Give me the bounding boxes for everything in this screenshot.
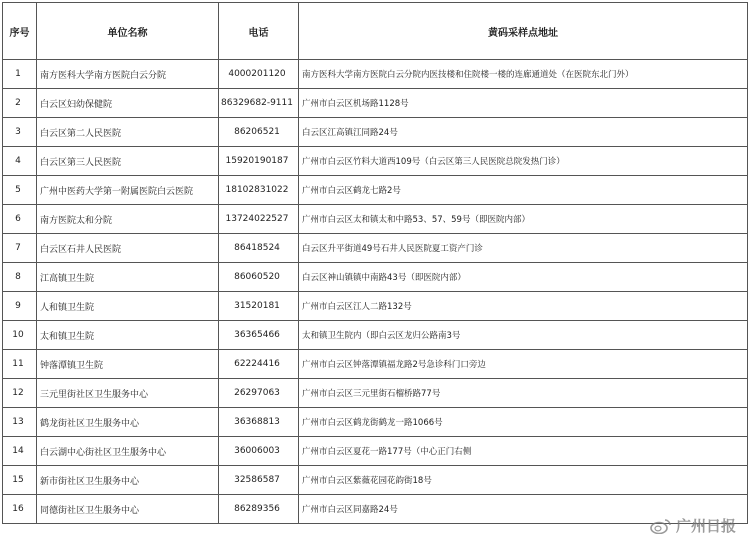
table-row [3,292,748,321]
row-address: 白云区升平街道49号石井人民医院夏工资产门诊 [299,234,748,263]
row-num: 6 [3,205,37,234]
row-num: 16 [3,495,37,524]
table-row [3,60,748,89]
table-row [3,234,748,263]
table-row [3,263,748,292]
sampling-sites-table [2,2,748,524]
row-address: 广州市白云区紫薇花园花韵街18号 [299,466,748,495]
row-address: 广州市白云区太和镇太和中路53、57、59号（即医院内部） [299,205,748,234]
row-num: 12 [3,379,37,408]
row-phone: 86329682-9111 [219,89,299,118]
row-phone: 32586587 [219,466,299,495]
row-name: 同德街社区卫生服务中心 [37,495,219,524]
table-row [3,147,748,176]
row-name: 白云区第二人民医院 [37,118,219,147]
row-num: 14 [3,437,37,466]
header-name: 单位名称 [37,3,219,60]
row-num: 5 [3,176,37,205]
row-address: 广州市白云区鹤龙街鹤龙一路1066号 [299,408,748,437]
table-row [3,379,748,408]
header-num: 序号 [3,3,37,60]
row-phone: 31520181 [219,292,299,321]
row-name: 三元里街社区卫生服务中心 [37,379,219,408]
row-phone: 13724022527 [219,205,299,234]
row-num: 10 [3,321,37,350]
row-name: 太和镇卫生院 [37,321,219,350]
row-name: 白云区妇幼保健院 [37,89,219,118]
row-phone: 18102831022 [219,176,299,205]
row-num: 7 [3,234,37,263]
row-num: 11 [3,350,37,379]
row-phone: 86289356 [219,495,299,524]
row-address: 广州市白云区竹料大道西109号（白云区第三人民医院总院发热门诊） [299,147,748,176]
row-name: 钟落潭镇卫生院 [37,350,219,379]
row-phone: 36365466 [219,321,299,350]
row-address: 太和镇卫生院内（即白云区龙归公路南3号 [299,321,748,350]
table-row [3,321,748,350]
table-row [3,350,748,379]
row-num: 15 [3,466,37,495]
table-row [3,466,748,495]
row-num: 4 [3,147,37,176]
row-phone: 86206521 [219,118,299,147]
row-name: 南方医院太和分院 [37,205,219,234]
row-name: 人和镇卫生院 [37,292,219,321]
table-row [3,205,748,234]
table-row [3,495,748,524]
row-phone: 62224416 [219,350,299,379]
row-num: 9 [3,292,37,321]
row-address: 南方医科大学南方医院白云分院内医技楼和住院楼一楼的连廊通道处（在医院东北门外） [299,60,748,89]
watermark [650,515,736,536]
row-name: 南方医科大学南方医院白云分院 [37,60,219,89]
table-row [3,408,748,437]
row-name: 新市街社区卫生服务中心 [37,466,219,495]
table-header-row [3,3,748,60]
row-address: 广州市白云区江人二路132号 [299,292,748,321]
row-name: 白云区石井人民医院 [37,234,219,263]
row-name: 白云区第三人民医院 [37,147,219,176]
row-num: 8 [3,263,37,292]
row-address: 白云区神山镇镇中南路43号（即医院内部） [299,263,748,292]
row-address: 广州市白云区夏花一路177号（中心正门右侧 [299,437,748,466]
row-phone: 4000201120 [219,60,299,89]
row-address: 广州市白云区三元里街石榴桥路77号 [299,379,748,408]
row-address: 广州市白云区鹤龙七路2号 [299,176,748,205]
watermark-text: 广州日报 [675,517,736,535]
row-phone: 86060520 [219,263,299,292]
header-phone: 电话 [219,3,299,60]
header-address: 黄码采样点地址 [299,3,748,60]
table-row [3,437,748,466]
row-phone: 36006003 [219,437,299,466]
row-name: 广州中医药大学第一附属医院白云医院 [37,176,219,205]
row-num: 13 [3,408,37,437]
row-num: 2 [3,89,37,118]
row-address: 广州市白云区钟落潭镇福龙路2号急诊科门口旁边 [299,350,748,379]
row-name: 白云湖中心街社区卫生服务中心 [37,437,219,466]
table-row [3,118,748,147]
row-phone: 26297063 [219,379,299,408]
row-phone: 86418524 [219,234,299,263]
weibo-icon [650,518,672,534]
row-num: 3 [3,118,37,147]
row-address: 广州市白云区机场路1128号 [299,89,748,118]
row-address: 广州市白云区同嘉路24号 [299,495,748,524]
row-address: 白云区江高镇江同路24号 [299,118,748,147]
row-name: 鹤龙街社区卫生服务中心 [37,408,219,437]
table-row [3,89,748,118]
row-name: 江高镇卫生院 [37,263,219,292]
row-phone: 36368813 [219,408,299,437]
row-phone: 15920190187 [219,147,299,176]
row-num: 1 [3,60,37,89]
table-row [3,176,748,205]
